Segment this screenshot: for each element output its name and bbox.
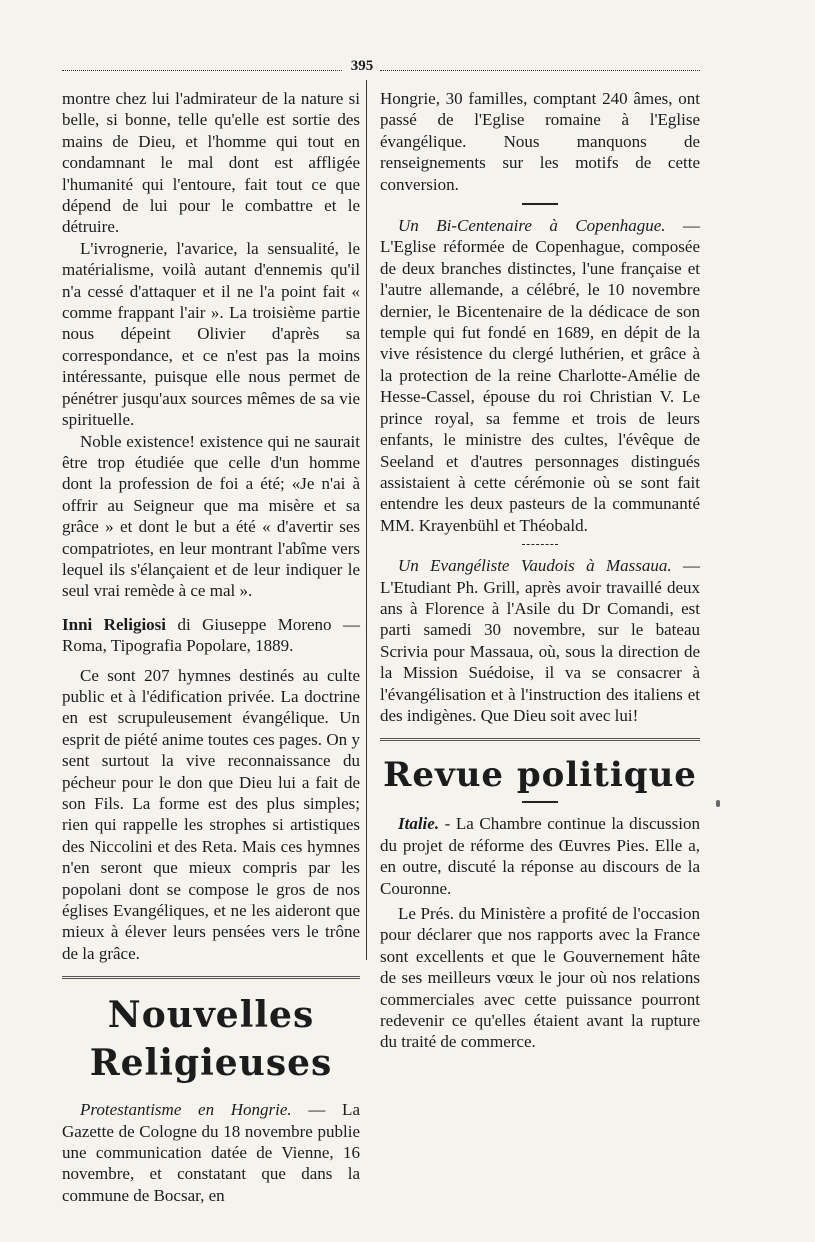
section-title-revue-politique: Revue politique	[383, 755, 697, 796]
italy-notice	[380, 813, 700, 899]
left-column	[62, 88, 360, 1206]
book-title: Inni Religiosi	[62, 614, 167, 634]
massaua-text: — L'Etudiant Ph. Grill, après avoir travaillé deux ans à Florence à l'Asile du Dr Comandi, est parti samedi 30 novembre, sur le bateau Scrivia pour Massaua, où, sous la direction de la Mission Suédoise, il va se consacrer à l'évangélisation et à l'instruction des italiens et des indigènes. Que Dieu soit avec lui!	[380, 556, 700, 725]
copenhagen-text: — L'Eglise réformée de Copenhague, composée de deux branches distinctes, l'une française et l'autre allemande, a célébré, le 10 novembre dernier, le Bicentenaire de la dédicace de son temple qui fut fondé en 1689, en dépit de la vive résistence du clergé luthérien, et grâce à la protection de la reine Charlotte-Amélie de Hesse-Cassel, épouse du roi Christian V. Le prince royal, sa femme et trois de leurs enfants, le ministre des cultes, l'évêque de Seeland et d'autres personnages distingués assistaient à cette cérémonie où se sont fait entendre les deux pasteurs de la communanté MM. Krayenbühl et Théobald.	[380, 216, 700, 535]
italy-text: - La Chambre continue la discussion du projet de réforme des Œuvres Pies. Elle a, en outre, discuté la réponse au discours de la Couronne.	[380, 814, 700, 898]
book-notice	[62, 614, 360, 657]
item-separator-2	[522, 544, 558, 545]
copenhagen-notice	[380, 215, 700, 536]
paragraph-3: Noble existence! existence qui ne saurait être trop étudiée que celle d'un homme dont la profession de foi a été; «Je n'ai à offrir au Seigneur que ma misère et sa grâce » et dont le but a été « d'avertir ses compatriotes, en leur montrant l'abîme vers lequel ils s'élançaient et de leur indiquer le seul vrai remède à ce mal ».	[62, 431, 360, 601]
book-review: Ce sont 207 hymnes destinés au culte public et à l'édification privée. La doctrine en est scrupuleusement évangélique. Un esprit de piété anime toutes ces pages. On y sent surtout la vive reconnaissance du pécheur pour le don que Dieu lui a fait de son Fils. La forme est des plus simples; rien qui rappelle les strophes si artistiques des Niccolini et des Reta. Mais ces hymnes n'en seront que mieux compris par les popolani dont se compose le gros de nos églises Evangéliques, et ne les aideront que mieux à élever leurs pensées vers le trône de la grâce.	[62, 665, 360, 963]
paragraph-2: L'ivrognerie, l'avarice, la sensualité, le matérialisme, voilà autant d'ennemis qu'il n'a cessé d'attaquer et il ne l'a point fait « comme frappant l'air ». La troisième partie nous dépeint Olivier d'après sa correspondance, et ce n'est pas la moins intéressante, puisque elle nous permet de pénétrer jusqu'aux sources mêmes de sa vie spirituelle.	[62, 238, 360, 430]
header-rule-right	[380, 70, 700, 71]
ink-speck	[716, 800, 720, 807]
title-separator	[522, 801, 558, 803]
hungary-continuation: Hongrie, 30 familles, comptant 240 âmes, ont passé de l'Eglise romaine à l'Eglise évangélique. Nous manquons de renseignements sur les motifs de cette conversion.	[380, 89, 700, 194]
book-details: di Giuseppe Moreno — Roma, Tipografia Popolare, 1889.	[62, 614, 360, 656]
paragraph-1: montre chez lui l'admirateur de la nature si belle, si bonne, telle qu'elle est sortie des mains de Dieu, et l'homme qui tout en condamnant le mal dont est affligée l'humanité qui l'entoure, fait tout ce que dépend de lui pour le combattre et le détruire.	[62, 89, 360, 237]
copenhagen-title: Un Bi-Centenaire à Copenhague.	[398, 216, 666, 236]
hungary-title: Protestantisme en Hongrie.	[80, 1100, 292, 1120]
section-separator-right	[380, 738, 700, 741]
page-number: 395	[350, 58, 374, 74]
ministry-paragraph: Le Prés. du Ministère a profité de l'occasion pour déclarer que nos rapports avec la France sont excellents et que le Gouvernement hâte de ses meilleurs vœux le jour où nos relations commerciales avec cette puissance pourront redevenir ce qu'elles étaient avant la rupture du traité de commerce.	[380, 904, 700, 1052]
header-rule-left	[62, 70, 342, 71]
hungary-text: — La Gazette de Cologne du 18 novembre publie une communication datée de Vienne, 16 novembre, et constatant que dans la commune de Bocsar, en	[62, 1100, 360, 1205]
column-divider	[366, 80, 367, 960]
italy-country: Italie.	[398, 814, 440, 834]
hungary-notice	[62, 1099, 360, 1206]
massaua-notice	[380, 555, 700, 726]
massaua-title: Un Evangéliste Vaudois à Massaua.	[398, 556, 672, 576]
section-title-nouvelles-religieuses: Nouvelles Religieuses	[89, 994, 333, 1085]
item-separator	[522, 203, 558, 205]
right-column	[380, 88, 700, 1053]
section-separator	[62, 976, 360, 979]
